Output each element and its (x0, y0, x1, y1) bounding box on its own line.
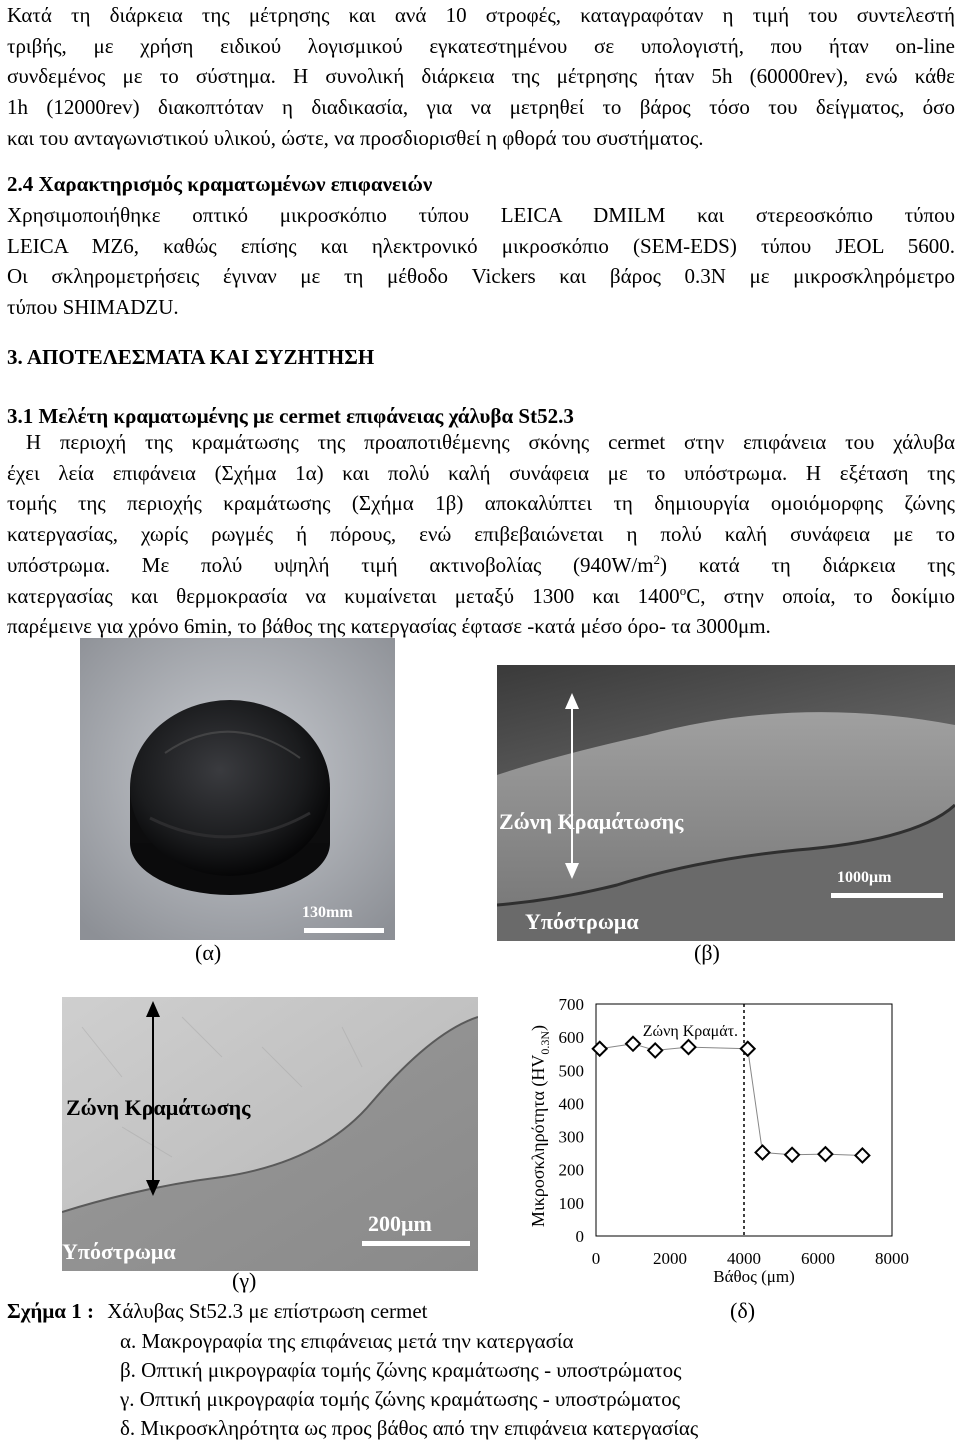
substrate-label: Υπόστρωμα (525, 909, 639, 934)
scale-label: 200μm (368, 1211, 432, 1236)
y-tick-label: 500 (558, 1061, 584, 1081)
zone-label: Ζώνη Κραμάτωσης (499, 809, 684, 834)
figure-b-letter: (β) (694, 940, 720, 965)
scale-bar (362, 1241, 470, 1246)
intro-paragraph (7, 0, 955, 154)
x-tick-label: 4000 (727, 1249, 761, 1268)
scale-label: 1000μm (837, 869, 892, 886)
x-tick-label: 2000 (653, 1249, 687, 1268)
data-point-marker (626, 1037, 640, 1051)
micrograph-image (497, 665, 955, 941)
data-point-marker (648, 1043, 662, 1057)
section-3-1-heading: 3.1 Μελέτη κραματωμένης με cermet επιφάνειας χάλυβα St52.3 (7, 404, 574, 428)
text-line (7, 550, 955, 581)
figure-a-letter: (α) (195, 940, 222, 965)
zone-annotation: Ζώνη Κραμάτ. (642, 1023, 738, 1040)
figure-d-letter: (δ) (730, 1298, 756, 1323)
y-tick-label: 100 (558, 1193, 584, 1213)
x-axis-label: Βάθος (μm) (713, 1267, 795, 1286)
text-line: τριβής, με χρήση ειδικού λογισμικού εγκατεστημένου σε υπολογιστή, που ήταν on-line (7, 33, 955, 58)
superscript: 2 (653, 551, 661, 567)
y-tick-label: 700 (558, 995, 584, 1014)
y-tick-label: 200 (558, 1160, 584, 1180)
figure-d-hardness-chart (510, 990, 950, 1300)
figure-g-letter: (γ) (232, 1268, 257, 1293)
x-tick-label: 0 (591, 1249, 601, 1268)
text-line: κατεργασίας, χωρίς ρωγμές ή πόρους, ενώ επιβεβαιώνεται η πολύ καλή συνάφεια με το (7, 522, 955, 547)
text-fragment: C, στην οποία, το δοκίμιο (686, 583, 955, 608)
figure-caption-title (7, 1296, 428, 1326)
y-tick-label: 300 (558, 1127, 584, 1147)
macrograph-image (80, 638, 395, 940)
series-line (600, 1044, 863, 1156)
caption-subject: Χάλυβας St52.3 με επίστρωση cermet (107, 1299, 428, 1323)
y-axis-label: Μικροσκληρότητα $(HV_{0.3N})$ (528, 1024, 552, 1228)
scale-label: 130mm (302, 904, 353, 921)
caption-item: δ. Μικροσκληρότητα ως προς βάθος από την επιφάνεια κατεργασίας (120, 1416, 699, 1440)
caption-item: β. Οπτική μικρογραφία τομής ζώνης κραμάτωσης - υποστρώματος (120, 1358, 682, 1382)
text-line (7, 581, 955, 612)
x-tick-label: 6000 (801, 1249, 835, 1268)
section-3-1-paragraph (7, 427, 955, 642)
text-line: Χρησιμοποιήθηκε οπτικό μικροσκόπιο τύπου LEICA DMILM και στερεοσκόπιο τύπου (7, 203, 955, 227)
y-tick-label: 0 (575, 1227, 584, 1246)
superscript: o (679, 582, 687, 598)
text-line: 1h (12000rev) διακοπτόταν η διαδικασία, για να μετρηθεί το βάρος τόσο του δείγματος, όσο (7, 95, 955, 120)
caption-label: Σχήμα 1 : (7, 1299, 94, 1323)
section-3-heading: 3. ΑΠΟΤΕΛΕΣΜΑΤΑ ΚΑΙ ΣΥΖΗΤΗΣΗ (7, 345, 375, 369)
data-point-marker (855, 1148, 869, 1162)
data-point-marker (818, 1147, 832, 1161)
y-tick-label: 600 (558, 1028, 584, 1048)
caption-item: γ. Οπτική μικρογραφία τομής ζώνης κραμάτωσης - υποστρώματος (120, 1387, 681, 1411)
data-point-marker (756, 1145, 770, 1159)
text-line: Κατά τη διάρκεια της μέτρησης και ανά 10 στροφές, καταγραφόταν η τιμή του συντελεστή (7, 3, 955, 27)
scale-bar (304, 928, 384, 933)
text-fragment: κατεργασίας και θερμοκρασία να κυμαίνεται μεταξύ 1300 και 1400 (7, 583, 680, 608)
text-line: και του ανταγωνιστικού υλικού, ώστε, να προσδιορισθεί η φθορά του συστήματος. (7, 125, 704, 150)
caption-item: α. Μακρογραφία της επιφάνειας μετά την κατεργασία (120, 1329, 574, 1353)
y-tick-label: 400 (558, 1094, 584, 1114)
text-line: τύπου SHIMADZU. (7, 295, 179, 320)
x-tick-label: 8000 (875, 1249, 909, 1268)
text-line: συνδεμένος με το σύστημα. Η συνολική διάρκεια της μέτρησης ήταν 5h (60000rev), ενώ κάθε (7, 64, 955, 89)
section-2-4-paragraph (7, 200, 955, 323)
text-line: Οι σκληρομετρήσεις έγιναν με τη μέθοδο Vickers και βάρος 0.3N με μικροσκληρόμετρο (7, 264, 955, 289)
figure-a-macrograph (80, 638, 395, 940)
data-point-marker (593, 1042, 607, 1056)
substrate-label: Υπόστρωμα (62, 1239, 176, 1264)
text-fragment: υπόστρωμα. Με πολύ υψηλή τιμή ακτινοβολίας (940W/m (7, 552, 654, 577)
figure-g-micrograph (62, 997, 478, 1271)
data-point-marker (785, 1148, 799, 1162)
text-line: τομής της περιοχής κραμάτωσης (Σχήμα 1β) αποκαλύπτει τη δημιουργία ομοιόμορφης ζώνης (7, 491, 955, 516)
text-fragment: ) κατά τη διάρκεια της (660, 552, 955, 577)
scale-bar (831, 893, 943, 898)
section-2-4-heading: 2.4 Χαρακτηρισμός κραματωμένων επιφανειών (7, 172, 433, 196)
zone-label: Ζώνη Κραμάτωσης (66, 1095, 251, 1120)
text-line: παρέμεινε για χρόνο 6min, το βάθος της κατεργασίας έφτασε -κατά μέσο όρο- τα 3000μm. (7, 614, 771, 639)
data-point-marker (682, 1040, 696, 1054)
text-line: LEICA MZ6, καθώς επίσης και ηλεκτρονικό μικροσκόπιο (SEM-EDS) τύπου JEOL 5600. (7, 233, 955, 258)
text-line: έχει λεία επιφάνεια (Σχήμα 1α) και πολύ καλή συνάφεια με το υπόστρωμα. Η εξέταση της (7, 460, 955, 485)
text-line: Η περιοχή της κραμάτωσης της προαποτιθέμενης σκόνης cermet στην επιφάνεια του χάλυβα (7, 430, 955, 454)
data-point-marker (741, 1042, 755, 1056)
figure-b-micrograph (497, 665, 955, 941)
